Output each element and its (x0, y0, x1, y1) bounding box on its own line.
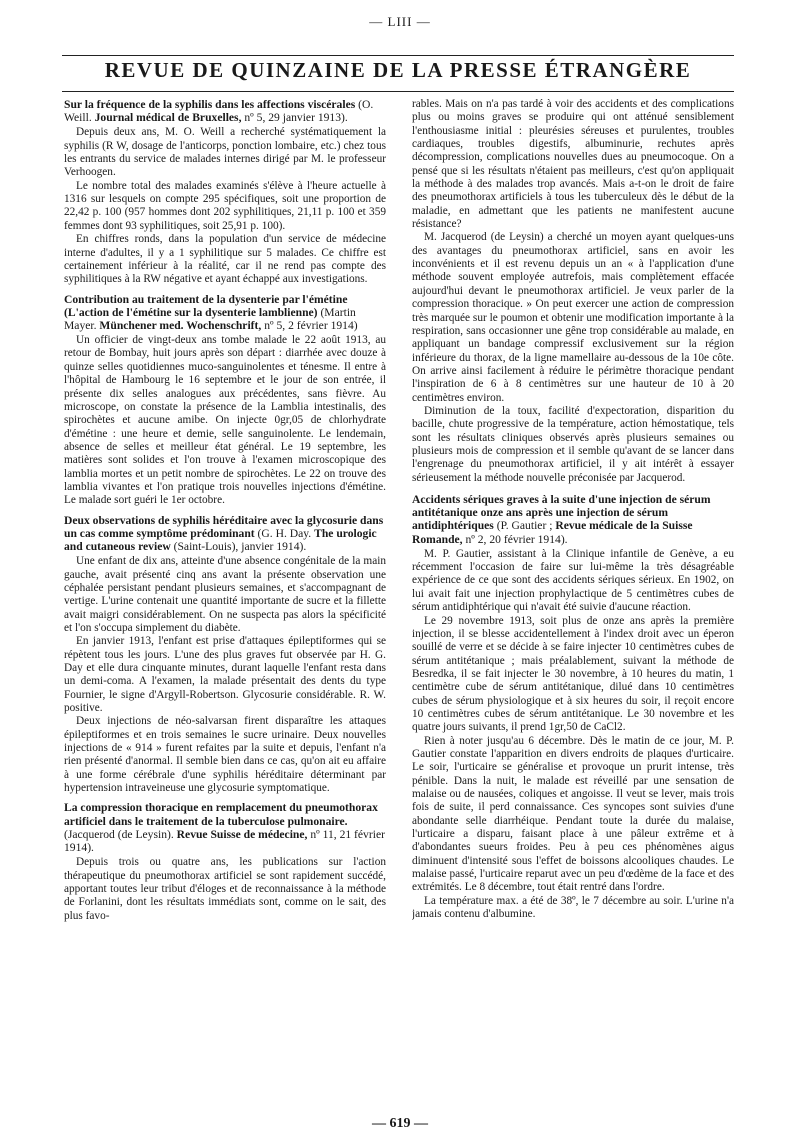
article-paragraph: M. P. Gautier, assistant à la Clinique infantile de Genève, a eu récemment l'occasion de faire sur lui-même la très désagréable expérience de ce que sont des accidents sériques sérieux. En 1902, on lui avait fait une injection prophylactique de 5 centimètres cubes de sérum antidiphtérique qui n'avait été suivie d'aucune réaction. (412, 547, 734, 614)
article-reference: nº 11, 21 février 1914). (64, 827, 385, 855)
article-source: (G. H. Day. (257, 526, 315, 540)
article-title-text: Deux observations de syphilis héréditaire avec la glycosurie dans un cas comme symptôme prédominant (64, 513, 384, 540)
article-paragraph: Diminution de la toux, facilité d'expectoration, disparition du bacille, chute progressive de la température, action hémostatique, tels sont les résultats cliniques observés après plusieurs semaines ou plusieurs mois de compression et il semble qu'avant de se lancer dans l'engrenage du pneumothorax artificiel, il y ait intérêt à essayer sérieusement la méthode nouvelle préconisée par Jacquerod. (412, 404, 734, 484)
article-paragraph: Un officier de vingt-deux ans tombe malade le 22 août 1913, au retour de Bombay, huit jours après son départ : diarrhée avec douze à quinze selles quotidiennes muco-sanguinolentes et ténesme. Il entre à l'hôpital de Hambourg le 16 septembre et le jour de son entrée, il présente dix selles analogues aux précédentes, sans fièvre. Au microscope, on constate la présence de la Lamblia intestinalis, des spirochètes et aucune amibe. On injecte 0gr,05 de chlorhydrate d'émétine : une heure et demie, selle sanguinolente. Le lendemain, absence de selles et meilleur état général. Le 19 septembre, les matières sont solides et l'on trouve à l'examen microscopique des lamblia mortes et un petit nombre de spirochètes. Le 22 on trouve des lamblia vivantes et l'on pratique trois nouvelles injections d'émétine. Le malade sort guéri le 1er octobre. (64, 334, 386, 507)
article-paragraph: M. Jacquerod (de Leysin) a cherché un moyen ayant quelques-uns des avantages du pneumothorax artificiel, sans en avoir les inconvénients et il est revenu depuis un an « à l'application d'une méthode souvent employée autrefois, mais complètement effacée aujourd'hui devant le pneumothorax artificiel. Je veux parler de la compression thoracique. » On peut exercer une action de compression très marquée sur le poumon et obtenir une modification importante à la respiration, sans occasionner une gêne trop considérable au malade, en appliquant un bandage compressif exclusivement sur la région inférieure du thorax, de la ligne mamellaire au-dessous de la 10e côte. On arrive ainsi facilement à réduire le périmètre thoracique pendant l'inspiration de 6 à 8 centimètres sur une hauteur de 10 à 20 centimètres environ. (412, 231, 734, 404)
page-number: — 619 — (372, 1116, 428, 1131)
article-paragraph: La température max. a été de 38º, le 7 décembre au soir. L'urine n'a jamais contenu d'albumine. (412, 894, 734, 921)
article-journal: Revue médicale de la Suisse Romande, (412, 519, 693, 546)
left-column (64, 98, 386, 1108)
article-title-text: Contribution au traitement de la dysenterie par l'émétine (L'action de l'émétine sur la dysenterie lamblienne) (64, 292, 348, 319)
article-paragraph: Le nombre total des malades examinés s'élève à l'heure actuelle à 1316 sur lesquels on compte 295 spécifiques, soit une proportion de 22,42 p. 100 (957 hommes dont 202 syphilitiques, 21,11 p. 100 et 359 femmes dont 93 syphilitiques, soit 25,91 p. 100). (64, 179, 386, 232)
article-paragraph: Depuis trois ou quatre ans, les publications sur l'action thérapeutique du pneumothorax artificiel se sont rapidement succédé, apportant toutes leur tribut d'éloges et de reconnaissance à la méthode de Forlanini, dont les résultats immédiats sont, comme on le sait, des plus favo- (64, 856, 386, 922)
section-heading: REVUE DE QUINZAINE DE LA PRESSE ÉTRANGÈRE (104, 58, 692, 82)
article-journal: Revue Suisse de médecine, (176, 827, 311, 841)
article-paragraph: En janvier 1913, l'enfant est prise d'attaques épileptiformes qui se répètent tous les jours. L'une des plus graves fut observée par H. G. Day et elle dura cinquante minutes, durant laquelle l'enfant resta dans un demi-coma. A l'examen, la malade présentait des dents du type Fournier, le signe d'Argyll-Robertson. Glycosurie considérable. R. W. positive. (64, 635, 386, 714)
article-title (64, 801, 386, 854)
article-title-text: Accidents sériques graves à la suite d'une injection de sérum antitétanique onze ans après une injection de sérum antidiphtériques (412, 492, 711, 533)
right-column (412, 98, 734, 1108)
article-source: (P. Gautier ; (496, 519, 556, 533)
article-reference: nº 5, 29 janvier 1913). (244, 111, 348, 125)
continued-paragraph: rables. Mais on n'a pas tardé à voir des accidents et des complications plus ou moins graves se produire qui ont atténué sensiblement l'enthousiasme initial : pleurésies séreuses et purulentes, troubles cardiaques, troubles digestifs, albuminurie, rechutes après décompression, complications nouvelles dues au pneumocoque. On a pensé que si les résultats n'étaient pas meilleurs, c'est qu'on appliquait la méthode à des malades trop avancés. Mais a-t-on le droit de faire des pneumothorax artificiels à tous les tuberculeux dès le début de la maladie, en admettant que les patients ne manifestent aucune résistance? (412, 98, 734, 231)
article-title (64, 98, 386, 124)
article-journal: Journal médical de Bruxelles, (94, 111, 245, 125)
header-rule-top (62, 55, 734, 56)
article-source: (O. Weill. (64, 98, 374, 125)
article-journal: The urologic and cutaneous review (64, 526, 377, 554)
header-rule-bottom (62, 91, 734, 92)
article-title (64, 293, 386, 333)
article-paragraph: En chiffres ronds, dans la population d'un service de médecine interne d'adultes, il y a 1 syphilitique sur 5 malades. Ce chiffre est certainement inférieur à la réalité, car il ne rend pas compte des syphilitiques à la RW négative et ayant échappé aux investigations. (64, 233, 386, 286)
article-reference: nº 5, 2 février 1914) (264, 318, 358, 332)
roman-page-number: — LIII — (369, 14, 431, 29)
article-source: (Jacquerod (de Leysin). (64, 827, 177, 841)
article-paragraph: Deux injections de néo-salvarsan firent disparaître les attaques épileptiformes et en trois semaines le sucre urinaire. Deux nouvelles injections de « 914 » furent refaites par la suite et depuis, l'enfant n'a rien présenté d'anormal. Il semble bien dans ce cas, qu'on ait eu affaire à une forme cérébrale d'une syphilis héréditaire déterminant par hypertension intraveineuse une glycosurie symptomatique. (64, 715, 386, 795)
article-paragraph: Une enfant de dix ans, atteinte d'une absence congénitale de la main gauche, avait présenté cinq ans avant la présente observation une céphalée persistant pendant plusieurs semaines, et s'accompagnant de vertige. L'urine contenait une quantité importante de sucre et la fillette avait maigri considérablement. On ne suspecta pas alors la spécificité et l'on s'occupa simplement du diabète. (64, 555, 386, 634)
article-source: (Martin Mayer. (64, 305, 356, 332)
article-title-text: La compression thoracique en remplacement du pneumothorax artificiel dans le traitement de la tuberculose pulmonaire. (64, 801, 378, 828)
article-journal: Münchener med. Wochenschrift, (99, 318, 265, 332)
article-title (64, 514, 386, 554)
article-title-text: Sur la fréquence de la syphilis dans les affections viscérales (64, 98, 359, 111)
article-paragraph: Rien à noter jusqu'au 6 décembre. Dès le matin de ce jour, M. P. Gautier constate l'apparition en divers endroits de plaques d'urticaire. Le soir, l'urticaire se généralise et provoque un prurit intense, très pénible. Dans la nuit, le malade est réveillé par une sensation de malaise ou de nausées, coliques et angoisse. Il veut se lever, mais trois fois de suite, il perd connaissance. Ces syncopes sont suivies d'une abondante selle diarrhéique. Pendant toute la durée du malaise, l'urticaire a disparu, faisant place à une pâleur extrême et à d'abondantes sueurs froides. Peu à peu ces phénomènes aigus diminuent d'intensité sous l'effet de boissons alcooliques chaudes. Le malaise passé, l'urticaire reparut avec un peu d'œdème de la face et des extrémités. Le 8 décembre, tout était rentré dans l'ordre. (412, 734, 734, 894)
article-paragraph: Le 29 novembre 1913, soit plus de onze ans après la première injection, il se blesse accidentellement à l'index droit avec un éperon souillé de verre et se décide à se faire injecter 10 centimètres cubes de sérum antitétanique ; mais préalablement, suivant la méthode de Besredka, il se fait injecter le 30 novembre, à 10 heures du matin, 1 centimètre cube de sérum antitétanique, dilué dans 10 centimètres cubes de sérum physiologique et à six heures du soir, il reçoit encore 10 centimètres cubes de sérum antitétanique. Le 30 novembre et les quatre jours suivants, il prend 1gr,50 de CaCl2. (412, 614, 734, 734)
article-reference: (Saint-Louis), janvier 1914). (173, 540, 307, 554)
article-title (412, 493, 734, 546)
article-reference: nº 2, 20 février 1914). (465, 532, 568, 546)
article-paragraph: Depuis deux ans, M. O. Weill a recherché systématiquement la syphilis (R W, dosage de l'anticorps, ponction lombaire, etc.) chez tous les entrants du service de malades internes dirigé par M. le professeur Verhoogen. (64, 126, 386, 179)
